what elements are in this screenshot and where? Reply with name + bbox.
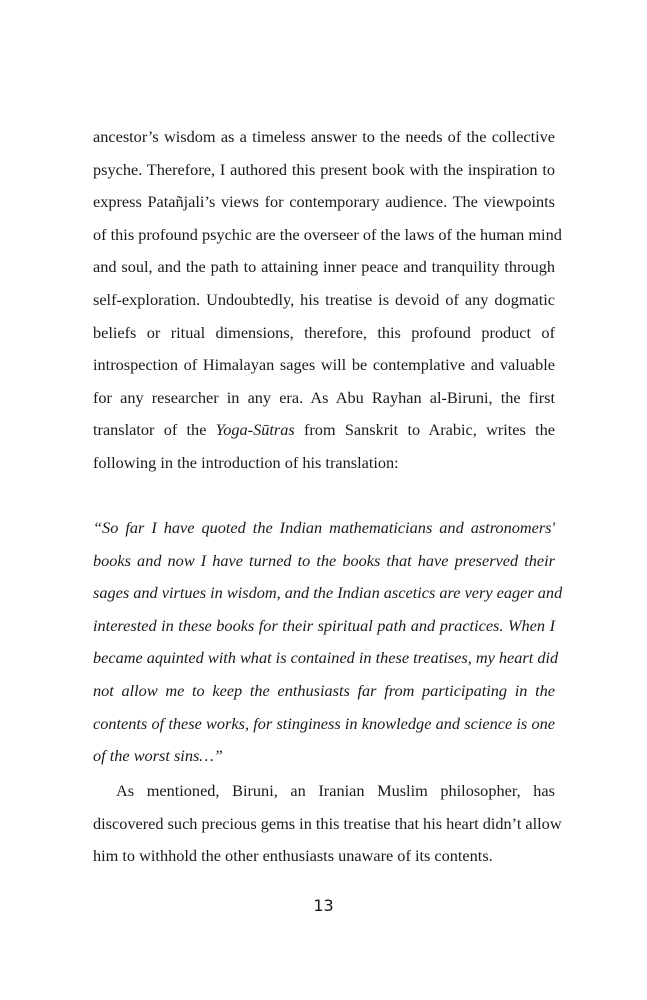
text-line: self-exploration. Undoubtedly, his treatise is devoid of any dogmatic <box>93 289 555 309</box>
text-line-with-title <box>93 414 555 447</box>
text-line: following in the introduction of his translation: <box>93 452 399 472</box>
quote-line: sages and virtues in wisdom, and the Indian ascetics are very eager and <box>93 583 563 603</box>
biruni-quote <box>93 512 563 773</box>
quote-line: interested in these books for their spiritual path and practices. When I <box>93 615 555 635</box>
text-line: beliefs or ritual dimensions, therefore, this profound product of <box>93 322 555 342</box>
paragraph-intro <box>93 121 562 480</box>
text-line: psyche. Therefore, I authored this present book with the inspiration to <box>93 159 555 179</box>
quote-line: not allow me to keep the enthusiasts far from participating in the <box>93 680 555 700</box>
book-title-yoga-sutras: Yoga-Sūtras <box>215 420 295 440</box>
text-segment: translator of the <box>93 420 216 440</box>
page-number: 13 <box>313 896 334 915</box>
text-line: introspection of Himalayan sages will be contemplative and valuable <box>93 355 555 375</box>
text-segment: from Sanskrit to Arabic, writes the <box>294 420 555 440</box>
quote-line: of the worst sins…” <box>93 746 223 766</box>
text-line: and soul, and the path to attaining inner peace and tranquility through <box>93 257 555 277</box>
quote-line: “So far I have quoted the Indian mathematicians and astronomers' <box>93 518 555 537</box>
text-line: express Patañjali’s views for contemporary audience. The viewpoints <box>93 192 555 212</box>
text-line: As mentioned, Biruni, an Iranian Muslim philosopher, has <box>116 781 555 800</box>
text-line: ancestor’s wisdom as a timeless answer to the needs of the collective <box>93 127 555 146</box>
text-line: discovered such precious gems in this treatise that his heart didn’t allow <box>93 813 562 833</box>
text-line: him to withhold the other enthusiasts unaware of its contents. <box>93 846 493 866</box>
text-line: for any researcher in any era. As Abu Rayhan al-Biruni, the first <box>93 387 555 407</box>
quote-line: books and now I have turned to the books that have preserved their <box>93 550 555 570</box>
paragraph-conclusion <box>93 775 562 873</box>
quote-line: became aquinted with what is contained in these treatises, my heart did <box>93 648 559 668</box>
text-line: of this profound psychic are the overseer of the laws of the human mind <box>93 224 562 244</box>
quote-line: contents of these works, for stinginess in knowledge and science is one <box>93 713 555 733</box>
